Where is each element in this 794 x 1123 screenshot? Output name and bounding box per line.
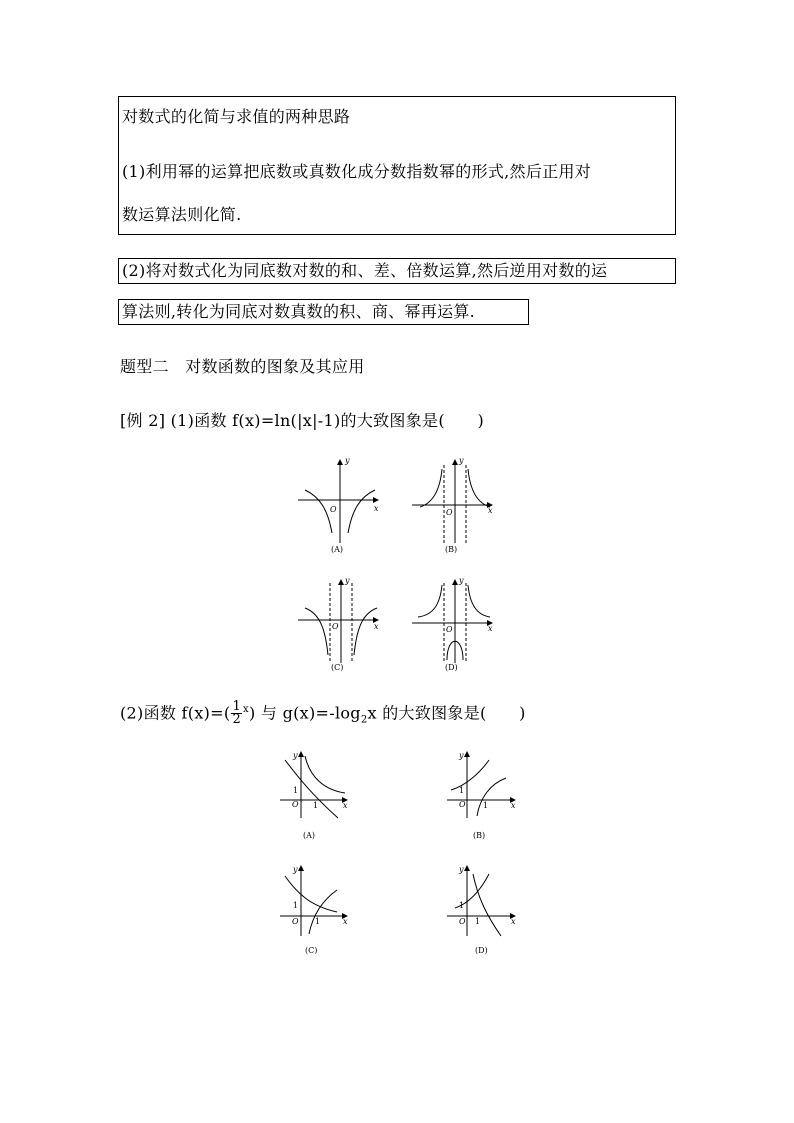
graph-1A — [298, 460, 378, 543]
question-2-suffix: x 的大致图象是( ) — [367, 703, 526, 723]
graph-1C-y: y — [345, 576, 350, 585]
graph-2D-x: x — [511, 917, 516, 926]
graph-2C-origin: O — [292, 917, 299, 926]
graph-1C-origin: O — [332, 622, 339, 631]
question-2 — [120, 700, 526, 731]
graph-2C — [280, 866, 347, 936]
graph-2B-one: 1 — [459, 786, 465, 795]
graph-1D-y: y — [459, 576, 464, 585]
question-1: [例 2] (1)函数 f(x)=ln(|x|-1)的大致图象是( ) — [120, 411, 485, 430]
fraction-numerator: 1 — [232, 699, 242, 715]
graph-1A-y: y — [345, 456, 350, 465]
graph-1A-label: (A) — [331, 545, 344, 554]
graph-2D-origin: O — [459, 917, 466, 926]
question-2-graphs — [275, 748, 525, 963]
graph-1C-label: (C) — [331, 663, 344, 672]
graph-2D-one-x: 1 — [475, 917, 481, 926]
graph-2B-label: (B) — [473, 831, 486, 840]
graph-2D-one: 1 — [459, 901, 465, 910]
graph-2B-one-x: 1 — [483, 801, 489, 810]
note-line-4: 算法则,转化为同底对数真数的积、商、幂再运算. — [122, 302, 476, 321]
graph-2C-label: (C) — [305, 946, 318, 955]
graph-1B-origin: O — [446, 508, 453, 517]
graph-2D-y: y — [459, 865, 464, 874]
graph-2D — [447, 866, 515, 936]
graph-2C-one-x: 1 — [315, 917, 321, 926]
question-2-log-base: 2 — [360, 714, 368, 726]
section-title: 题型二 对数函数的图象及其应用 — [120, 357, 365, 376]
graph-1B-x: x — [488, 506, 493, 515]
graph-2A-y: y — [293, 751, 298, 760]
graph-2A-origin: O — [292, 800, 299, 809]
graph-1B-y: y — [459, 456, 464, 465]
note-line-1: (1)利用幂的运算把底数或真数化成分数指数幂的形式,然后正用对 — [122, 162, 592, 181]
graph-2A-one-x: 1 — [313, 801, 319, 810]
graph-1D — [412, 580, 492, 663]
graph-2C-y: y — [293, 865, 298, 874]
graph-1B — [412, 460, 492, 543]
fraction-one-half — [231, 701, 242, 726]
note-title: 对数式的化简与求值的两种思路 — [122, 107, 351, 126]
graph-2D-label: (D) — [475, 946, 488, 955]
graph-2A-label: (A) — [303, 831, 316, 840]
question-2-prefix: (2)函数 f(x)=( — [120, 703, 231, 723]
graph-1A-origin: O — [330, 505, 337, 514]
graph-2C-one: 1 — [293, 901, 299, 910]
graph-2C-x: x — [343, 917, 348, 926]
graph-2A-one: 1 — [293, 786, 299, 795]
question-2-mid: ) 与 g(x)=-log — [248, 703, 361, 723]
graph-1A-x: x — [374, 504, 379, 513]
question-1-graphs — [290, 455, 510, 680]
graph-2A-x: x — [343, 801, 348, 810]
graph-2B-origin: O — [459, 800, 466, 809]
graph-1D-origin: O — [446, 625, 453, 634]
note-line-3: (2)将对数式化为同底数对数的和、差、倍数运算,然后逆用对数的运 — [122, 261, 608, 280]
graph-1C-x: x — [374, 622, 379, 631]
graph-2B-y: y — [459, 751, 464, 760]
fraction-denominator: 2 — [232, 712, 242, 728]
graph-1D-label: (D) — [445, 663, 458, 672]
graph-1D-x: x — [488, 624, 493, 633]
note-line-2: 数运算法则化简. — [122, 205, 242, 224]
question-2-exponent: x — [243, 704, 249, 715]
graph-1B-label: (B) — [445, 545, 458, 554]
graph-2B — [447, 752, 515, 818]
graph-2B-x: x — [511, 801, 516, 810]
